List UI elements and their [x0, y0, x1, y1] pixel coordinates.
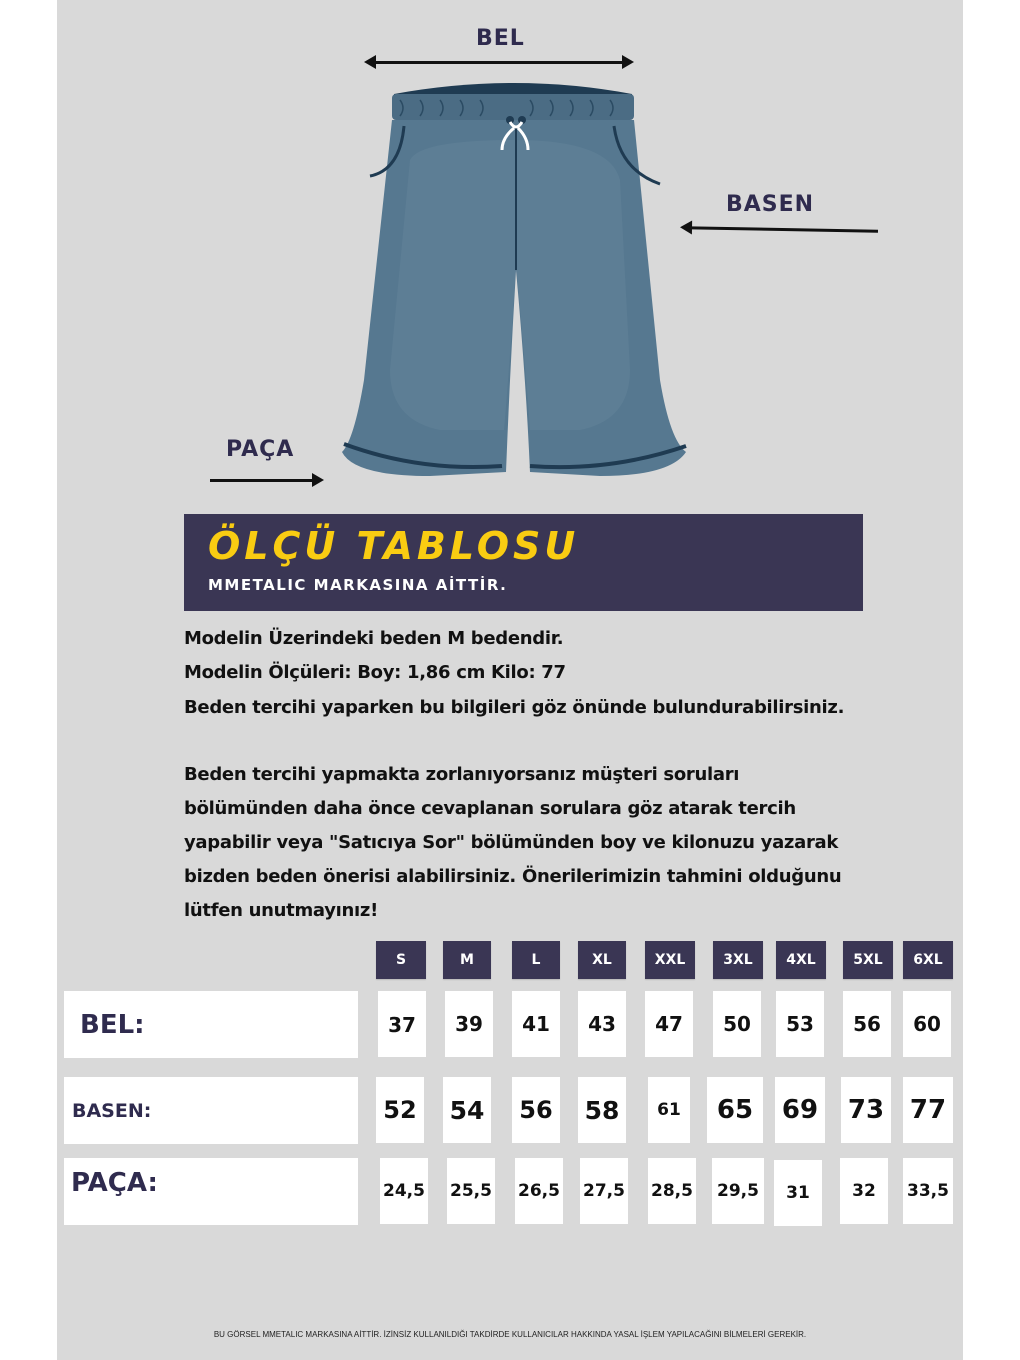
- paca-value-4xl: 31: [774, 1160, 822, 1226]
- bel-value-3xl: 50: [713, 991, 761, 1057]
- basen-value-s: 52: [376, 1077, 424, 1143]
- bel-value-4xl: 53: [776, 991, 824, 1057]
- bel-value-l: 41: [512, 991, 560, 1057]
- paca-value-6xl: 33,5: [903, 1158, 953, 1224]
- info-line: Modelin Ölçüleri: Boy: 1,86 cm Kilo: 77: [184, 662, 566, 683]
- paca-value-l: 26,5: [515, 1158, 563, 1224]
- basen-dimension-label: BASEN: [726, 192, 815, 217]
- basen-value-3xl: 65: [707, 1077, 763, 1143]
- banner-subtitle: MMETALIC MARKASINA AİTTİR.: [208, 576, 508, 594]
- bel-value-5xl: 56: [843, 991, 891, 1057]
- paca-dimension-label: PAÇA: [226, 437, 295, 462]
- info-paragraph-line: yapabilir veya "Satıcıya Sor" bölümünden boy ve kilonuzu yazarak: [184, 832, 839, 853]
- size-header-4xl: 4XL: [776, 941, 826, 979]
- paca-value-xxl: 28,5: [648, 1158, 696, 1224]
- copyright-footer: BU GÖRSEL MMETALIC MARKASINA AİTTİR. İZİNSİZ KULLANILDIĞI TAKDİRDE KULLANICILAR HAKKINDA YASAL İŞLEM YAPILACAĞINI BİLMELERİ GEREKİR.: [213, 1330, 807, 1339]
- bel-value-m: 39: [445, 991, 493, 1057]
- paca-value-5xl: 32: [840, 1158, 888, 1224]
- size-header-xxl: XXL: [645, 941, 695, 979]
- size-header-5xl: 5XL: [843, 941, 893, 979]
- basen-value-5xl: 73: [841, 1077, 891, 1143]
- size-chart-banner: [184, 514, 863, 611]
- paca-value-3xl: 29,5: [712, 1158, 764, 1224]
- size-header-3xl: 3XL: [713, 941, 763, 979]
- paca-value-s: 24,5: [380, 1158, 428, 1224]
- info-paragraph-line: bizden beden önerisi alabilirsiniz. Önerilerimizin tahmini olduğunu: [184, 866, 842, 887]
- paca-value-xl: 27,5: [580, 1158, 628, 1224]
- bel-dimension-label: BEL: [476, 26, 525, 51]
- banner-title: ÖLÇÜ TABLOSU: [208, 524, 580, 568]
- info-line: Modelin Üzerindeki beden M bedendir.: [184, 628, 564, 649]
- basen-value-l: 56: [512, 1077, 560, 1143]
- bel-value-s: 37: [378, 991, 426, 1057]
- bel-value-6xl: 60: [903, 991, 951, 1057]
- bel-value-xl: 43: [578, 991, 626, 1057]
- basen-value-m: 54: [443, 1077, 491, 1143]
- paca-right-arrow-icon: [210, 479, 320, 482]
- size-header-m: M: [443, 941, 491, 979]
- info-paragraph-line: Beden tercihi yapmakta zorlanıyorsanız müşteri soruları: [184, 764, 740, 785]
- basen-value-xl: 58: [578, 1077, 626, 1143]
- size-header-xl: XL: [578, 941, 626, 979]
- size-header-l: L: [512, 941, 560, 979]
- paca-value-m: 25,5: [447, 1158, 495, 1224]
- shorts-illustration-icon: [330, 80, 700, 500]
- row-label-basen: BASEN:: [64, 1077, 358, 1144]
- bel-value-xxl: 47: [645, 991, 693, 1057]
- basen-value-6xl: 77: [903, 1077, 953, 1143]
- info-paragraph-line: lütfen unutmayınız!: [184, 900, 378, 921]
- bel-double-arrow-icon: [368, 61, 630, 64]
- row-label-paca: PAÇA:: [64, 1158, 358, 1225]
- info-line: Beden tercihi yaparken bu bilgileri göz önünde bulundurabilirsiniz.: [184, 697, 845, 718]
- basen-value-xxl: 61: [648, 1077, 690, 1143]
- info-paragraph-line: bölümünden daha önce cevaplanan sorulara göz atarak tercih: [184, 798, 796, 819]
- basen-value-4xl: 69: [775, 1077, 825, 1143]
- size-header-s: S: [376, 941, 426, 979]
- size-header-6xl: 6XL: [903, 941, 953, 979]
- row-label-bel: BEL:: [64, 991, 358, 1058]
